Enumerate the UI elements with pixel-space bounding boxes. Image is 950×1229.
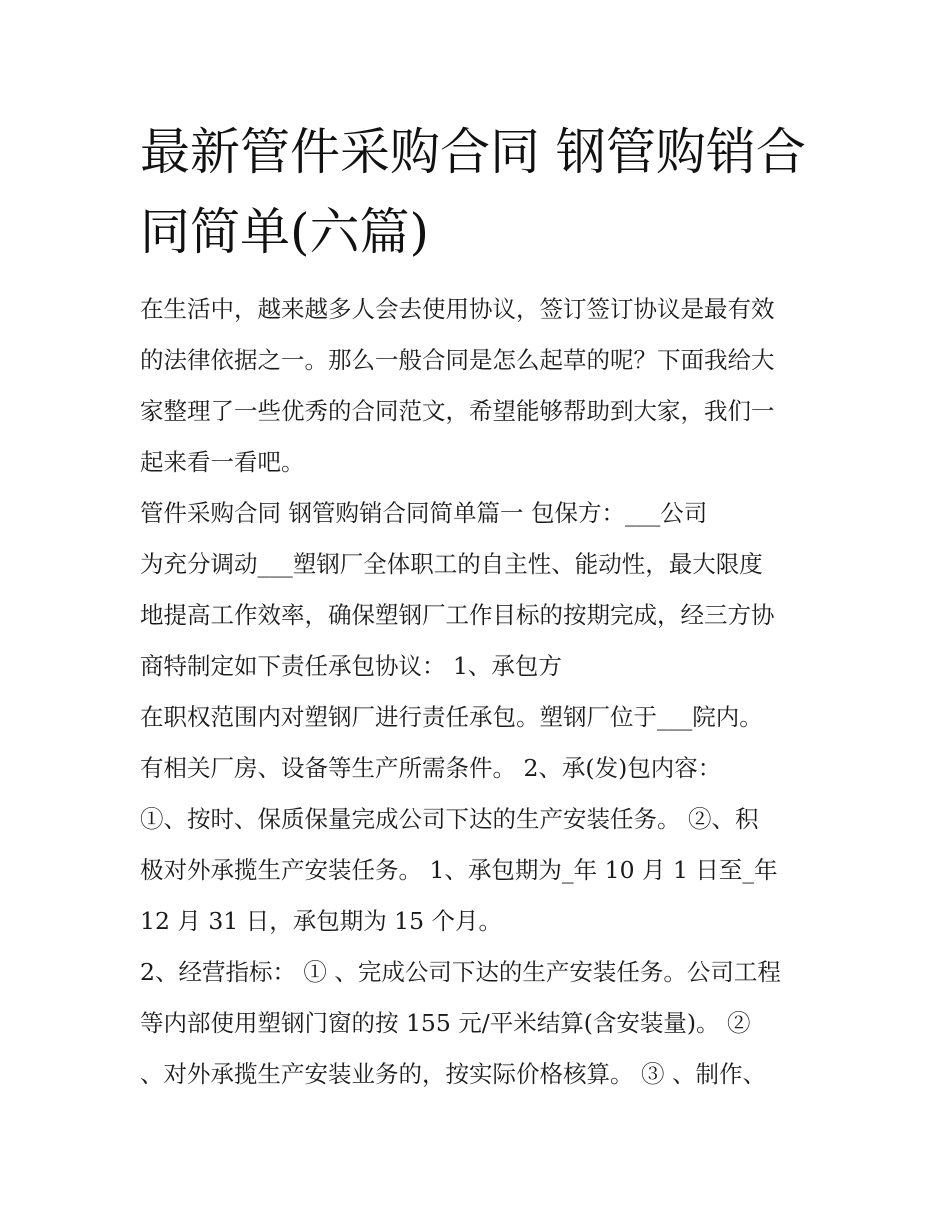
- body-line-4: 起来看一看吧。: [140, 448, 305, 476]
- body-line-6: 为充分调动___塑钢厂全体职工的自主性、能动性，最大限度: [140, 550, 763, 578]
- body-line-15: 等内部使用塑钢门窗的按 155 元/平米结算(含安装量)。 ②: [140, 1009, 751, 1037]
- body-line-13: 12 月 31 日，承包期为 15 个月。: [140, 907, 503, 935]
- body-line-10: 有相关厂房、设备等生产所需条件。 2、承(发)包内容：: [140, 754, 722, 782]
- document-page: [140, 112, 820, 1100]
- body-line-14: 2、经营指标： ① 、完成公司下达的生产安装任务。公司工程: [140, 958, 781, 986]
- body-line-11: ①、按时、保质保量完成公司下达的生产安装任务。 ②、积: [140, 805, 759, 833]
- body-line-7: 地提高工作效率，确保塑钢厂工作目标的按期完成，经三方协: [140, 601, 775, 629]
- title-line-2: 同简单(六篇): [140, 203, 430, 261]
- body-line-12: 极对外承揽生产安装任务。 1、承包期为_年 10 月 1 日至_年: [140, 856, 778, 884]
- document-body: [140, 284, 820, 1100]
- body-line-1: 在生活中，越来越多人会去使用协议，签订签订协议是最有效: [140, 295, 775, 323]
- body-line-5: 管件采购合同 钢管购销合同简单篇一 包保方：___公司: [140, 499, 708, 527]
- document-title: [140, 112, 820, 272]
- body-line-16: 、对外承揽生产安装业务的，按实际价格核算。 ③ 、制作、: [140, 1060, 766, 1088]
- title-line-1: 最新管件采购合同 钢管购销合: [140, 123, 806, 181]
- body-line-3: 家整理了一些优秀的合同范文，希望能够帮助到大家，我们一: [140, 397, 775, 425]
- body-line-2: 的法律依据之一。那么一般合同是怎么起草的呢？下面我给大: [140, 346, 775, 374]
- body-line-8: 商特制定如下责任承包协议： 1、承包方: [140, 652, 562, 680]
- body-line-9: 在职权范围内对塑钢厂进行责任承包。塑钢厂位于___院内。: [140, 703, 763, 731]
